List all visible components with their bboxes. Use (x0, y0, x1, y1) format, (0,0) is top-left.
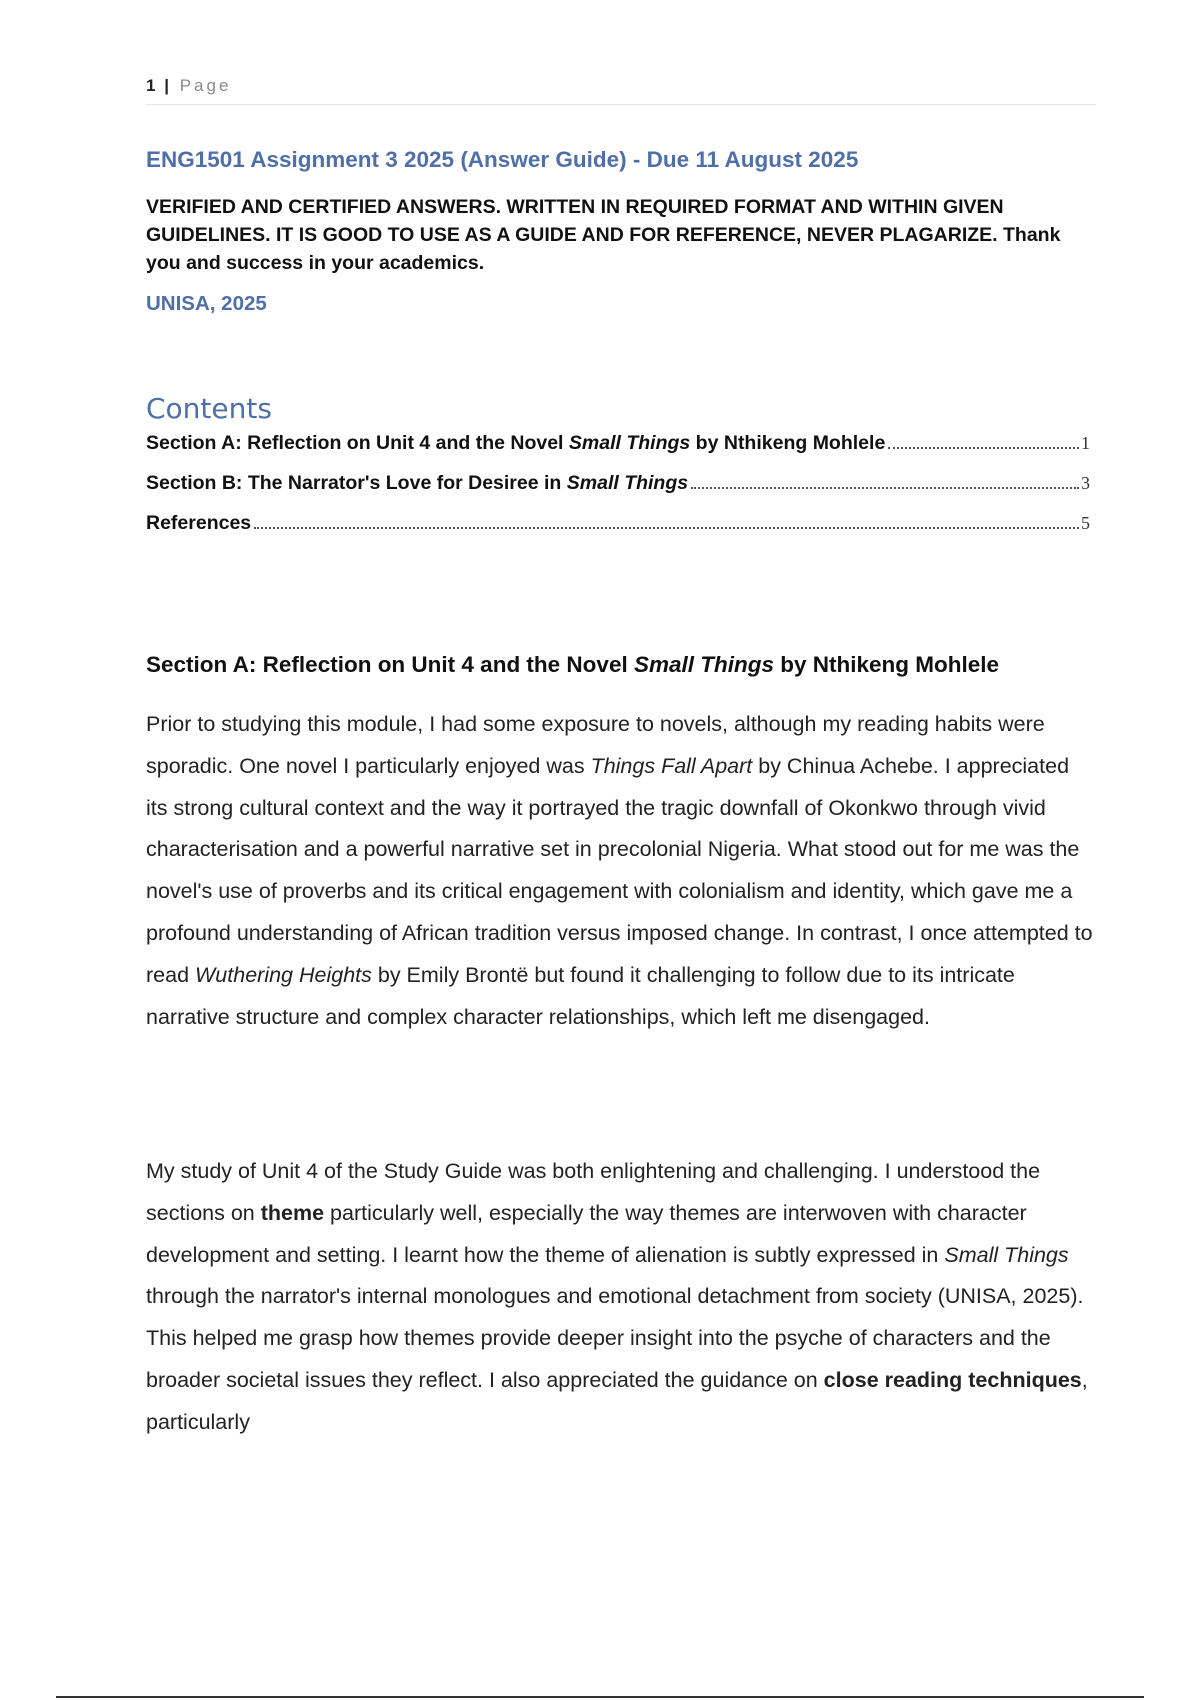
page-bottom-divider (56, 1696, 1144, 1698)
document-title: ENG1501 Assignment 3 2025 (Answer Guide) - Due 11 August 2025 (146, 147, 859, 172)
toc-entry-section-a[interactable] (146, 432, 1090, 472)
body-paragraph-2: My study of Unit 4 of the Study Guide was both enlightening and challenging. I understood the sections on theme particularly well, especially the way themes are interwoven with character development and setting. I learnt how the theme of alienation is subtly expressed in Small Things through the narrator's internal monologues and emotional detachment from society (UNISA, 2025). This helped me grasp how themes provide deeper insight into the psyche of characters and the broader societal issues they reflect. I also appreciated the guidance on close reading techniques, particularly (146, 1159, 1088, 1434)
toc-entry-section-b[interactable] (146, 472, 1090, 512)
toc-entry-references[interactable] (146, 512, 1090, 552)
page-separator: | (164, 76, 172, 95)
toc-page-number: 5 (1081, 513, 1090, 533)
page-header (146, 76, 1096, 105)
toc-entry-label: References (146, 512, 252, 534)
toc-entry-label: Section A: Reflection on Unit 4 and the Novel Small Things by Nthikeng Mohlele (146, 432, 886, 454)
institution-year: UNISA, 2025 (146, 292, 267, 315)
page-word: Page (179, 76, 232, 95)
table-of-contents (146, 432, 1090, 552)
toc-leader-dots (254, 526, 1079, 529)
toc-leader-dots (691, 486, 1079, 489)
body-paragraph-1: Prior to studying this module, I had some exposure to novels, although my reading habits were sporadic. One novel I particularly enjoyed was Things Fall Apart by Chinua Achebe. I appreciated its strong cultural context and the way it portrayed the tragic downfall of Okonkwo through vivid characterisation and a powerful narrative set in precolonial Nigeria. What stood out for me was the novel's use of proverbs and its critical engagement with colonialism and identity, which gave me a profound understanding of African tradition versus imposed change. In contrast, I once attempted to read Wuthering Heights by Emily Brontë but found it challenging to follow due to its intricate narrative structure and complex character relationships, which left me disengaged. (146, 712, 1093, 1029)
toc-leader-dots (888, 446, 1079, 449)
toc-page-number: 3 (1081, 473, 1090, 493)
section-a-heading: Section A: Reflection on Unit 4 and the Novel Small Things by Nthikeng Mohlele (146, 652, 1000, 677)
page-number: 1 (146, 76, 157, 95)
toc-page-number: 1 (1081, 433, 1090, 453)
toc-entry-label: Section B: The Narrator's Love for Desiree in Small Things (146, 472, 689, 494)
disclaimer-text: VERIFIED AND CERTIFIED ANSWERS. WRITTEN IN REQUIRED FORMAT AND WITHIN GIVEN GUIDELINES. IT IS GOOD TO USE AS A GUIDE AND FOR REFERENCE, NEVER PLAGARIZE. Thank you and success in your academics. (146, 196, 1061, 274)
contents-heading: Contents (146, 392, 272, 425)
